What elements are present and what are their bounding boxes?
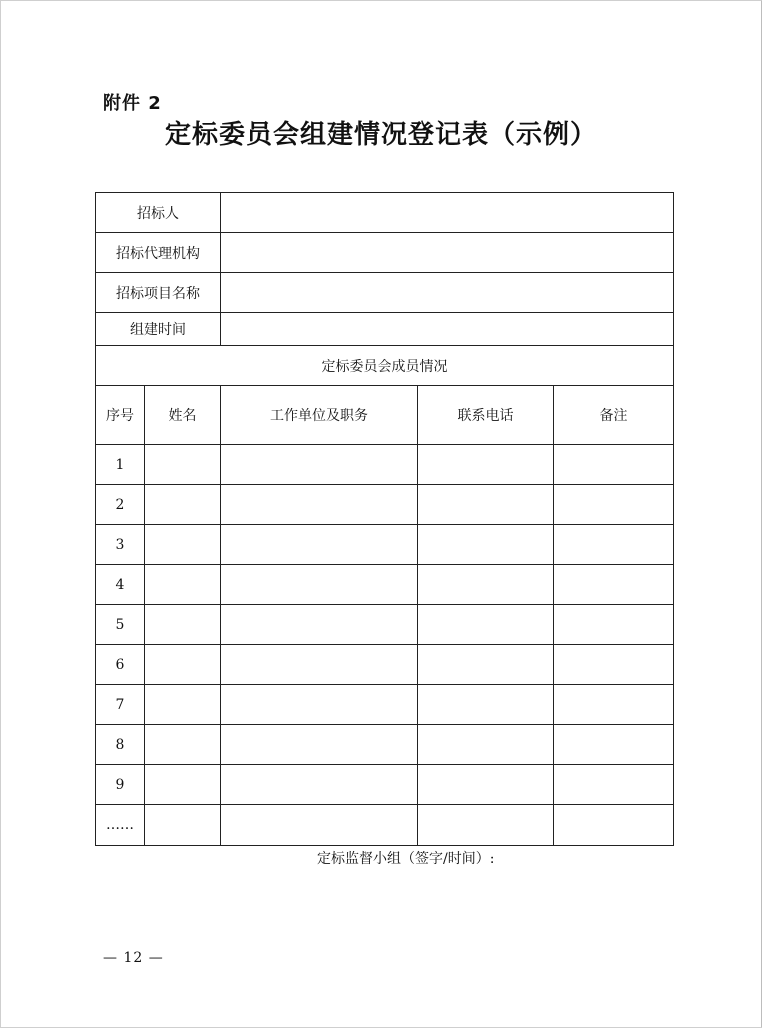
member-phone-field[interactable] xyxy=(418,725,554,765)
member-row xyxy=(96,605,674,645)
info-label: 招标人 xyxy=(96,193,221,233)
member-unit-field[interactable] xyxy=(221,485,418,525)
registration-form-table xyxy=(95,192,674,846)
info-label: 招标项目名称 xyxy=(96,273,221,313)
member-name-field[interactable] xyxy=(145,805,221,846)
attachment-label: 附件 2 xyxy=(103,93,162,114)
members-column-header-row xyxy=(96,386,674,445)
member-remark-field[interactable] xyxy=(554,485,674,525)
info-value-field[interactable] xyxy=(221,233,674,273)
member-name-field[interactable] xyxy=(145,485,221,525)
member-unit-field[interactable] xyxy=(221,445,418,485)
member-no: 8 xyxy=(96,725,145,765)
member-no: 1 xyxy=(96,445,145,485)
member-row xyxy=(96,685,674,725)
member-no: 6 xyxy=(96,645,145,685)
info-row-agency xyxy=(96,233,674,273)
member-unit-field[interactable] xyxy=(221,765,418,805)
member-phone-field[interactable] xyxy=(418,445,554,485)
info-row-tenderer xyxy=(96,193,674,233)
member-remark-field[interactable] xyxy=(554,805,674,846)
info-label: 组建时间 xyxy=(96,313,221,346)
column-header-remark: 备注 xyxy=(554,386,674,445)
member-row xyxy=(96,765,674,805)
column-header-name: 姓名 xyxy=(145,386,221,445)
member-name-field[interactable] xyxy=(145,605,221,645)
info-value-field[interactable] xyxy=(221,273,674,313)
document-title: 定标委员会组建情况登记表（示例） xyxy=(164,120,597,150)
member-row xyxy=(96,645,674,685)
member-name-field[interactable] xyxy=(145,645,221,685)
member-phone-field[interactable] xyxy=(418,805,554,846)
member-row xyxy=(96,725,674,765)
supervision-signature-label: 定标监督小组（签字/时间）: xyxy=(317,851,495,867)
column-header-phone: 联系电话 xyxy=(418,386,554,445)
member-unit-field[interactable] xyxy=(221,565,418,605)
member-remark-field[interactable] xyxy=(554,685,674,725)
member-unit-field[interactable] xyxy=(221,645,418,685)
member-unit-field[interactable] xyxy=(221,685,418,725)
member-no: …… xyxy=(96,805,145,846)
member-unit-field[interactable] xyxy=(221,725,418,765)
member-phone-field[interactable] xyxy=(418,605,554,645)
info-label: 招标代理机构 xyxy=(96,233,221,273)
member-remark-field[interactable] xyxy=(554,565,674,605)
column-header-unit-position: 工作单位及职务 xyxy=(221,386,418,445)
member-name-field[interactable] xyxy=(145,765,221,805)
member-row xyxy=(96,525,674,565)
member-no: 3 xyxy=(96,525,145,565)
member-name-field[interactable] xyxy=(145,525,221,565)
member-remark-field[interactable] xyxy=(554,725,674,765)
member-row xyxy=(96,485,674,525)
member-row xyxy=(96,805,674,846)
member-name-field[interactable] xyxy=(145,565,221,605)
member-remark-field[interactable] xyxy=(554,765,674,805)
member-phone-field[interactable] xyxy=(418,765,554,805)
info-value-field[interactable] xyxy=(221,193,674,233)
member-remark-field[interactable] xyxy=(554,605,674,645)
member-remark-field[interactable] xyxy=(554,645,674,685)
member-phone-field[interactable] xyxy=(418,565,554,605)
member-no: 9 xyxy=(96,765,145,805)
member-no: 4 xyxy=(96,565,145,605)
member-name-field[interactable] xyxy=(145,725,221,765)
member-no: 2 xyxy=(96,485,145,525)
info-value-field[interactable] xyxy=(221,313,674,346)
info-row-project-name xyxy=(96,273,674,313)
member-no: 7 xyxy=(96,685,145,725)
member-phone-field[interactable] xyxy=(418,525,554,565)
member-name-field[interactable] xyxy=(145,445,221,485)
members-section-header xyxy=(96,346,674,386)
member-unit-field[interactable] xyxy=(221,525,418,565)
column-header-no: 序号 xyxy=(96,386,145,445)
page-number: — 12 — xyxy=(103,950,164,966)
member-row xyxy=(96,445,674,485)
member-row xyxy=(96,565,674,605)
member-unit-field[interactable] xyxy=(221,805,418,846)
info-row-formation-time xyxy=(96,313,674,346)
member-phone-field[interactable] xyxy=(418,485,554,525)
member-no: 5 xyxy=(96,605,145,645)
member-phone-field[interactable] xyxy=(418,685,554,725)
members-section-title: 定标委员会成员情况 xyxy=(96,346,674,386)
member-remark-field[interactable] xyxy=(554,445,674,485)
member-phone-field[interactable] xyxy=(418,645,554,685)
member-name-field[interactable] xyxy=(145,685,221,725)
member-remark-field[interactable] xyxy=(554,525,674,565)
member-unit-field[interactable] xyxy=(221,605,418,645)
